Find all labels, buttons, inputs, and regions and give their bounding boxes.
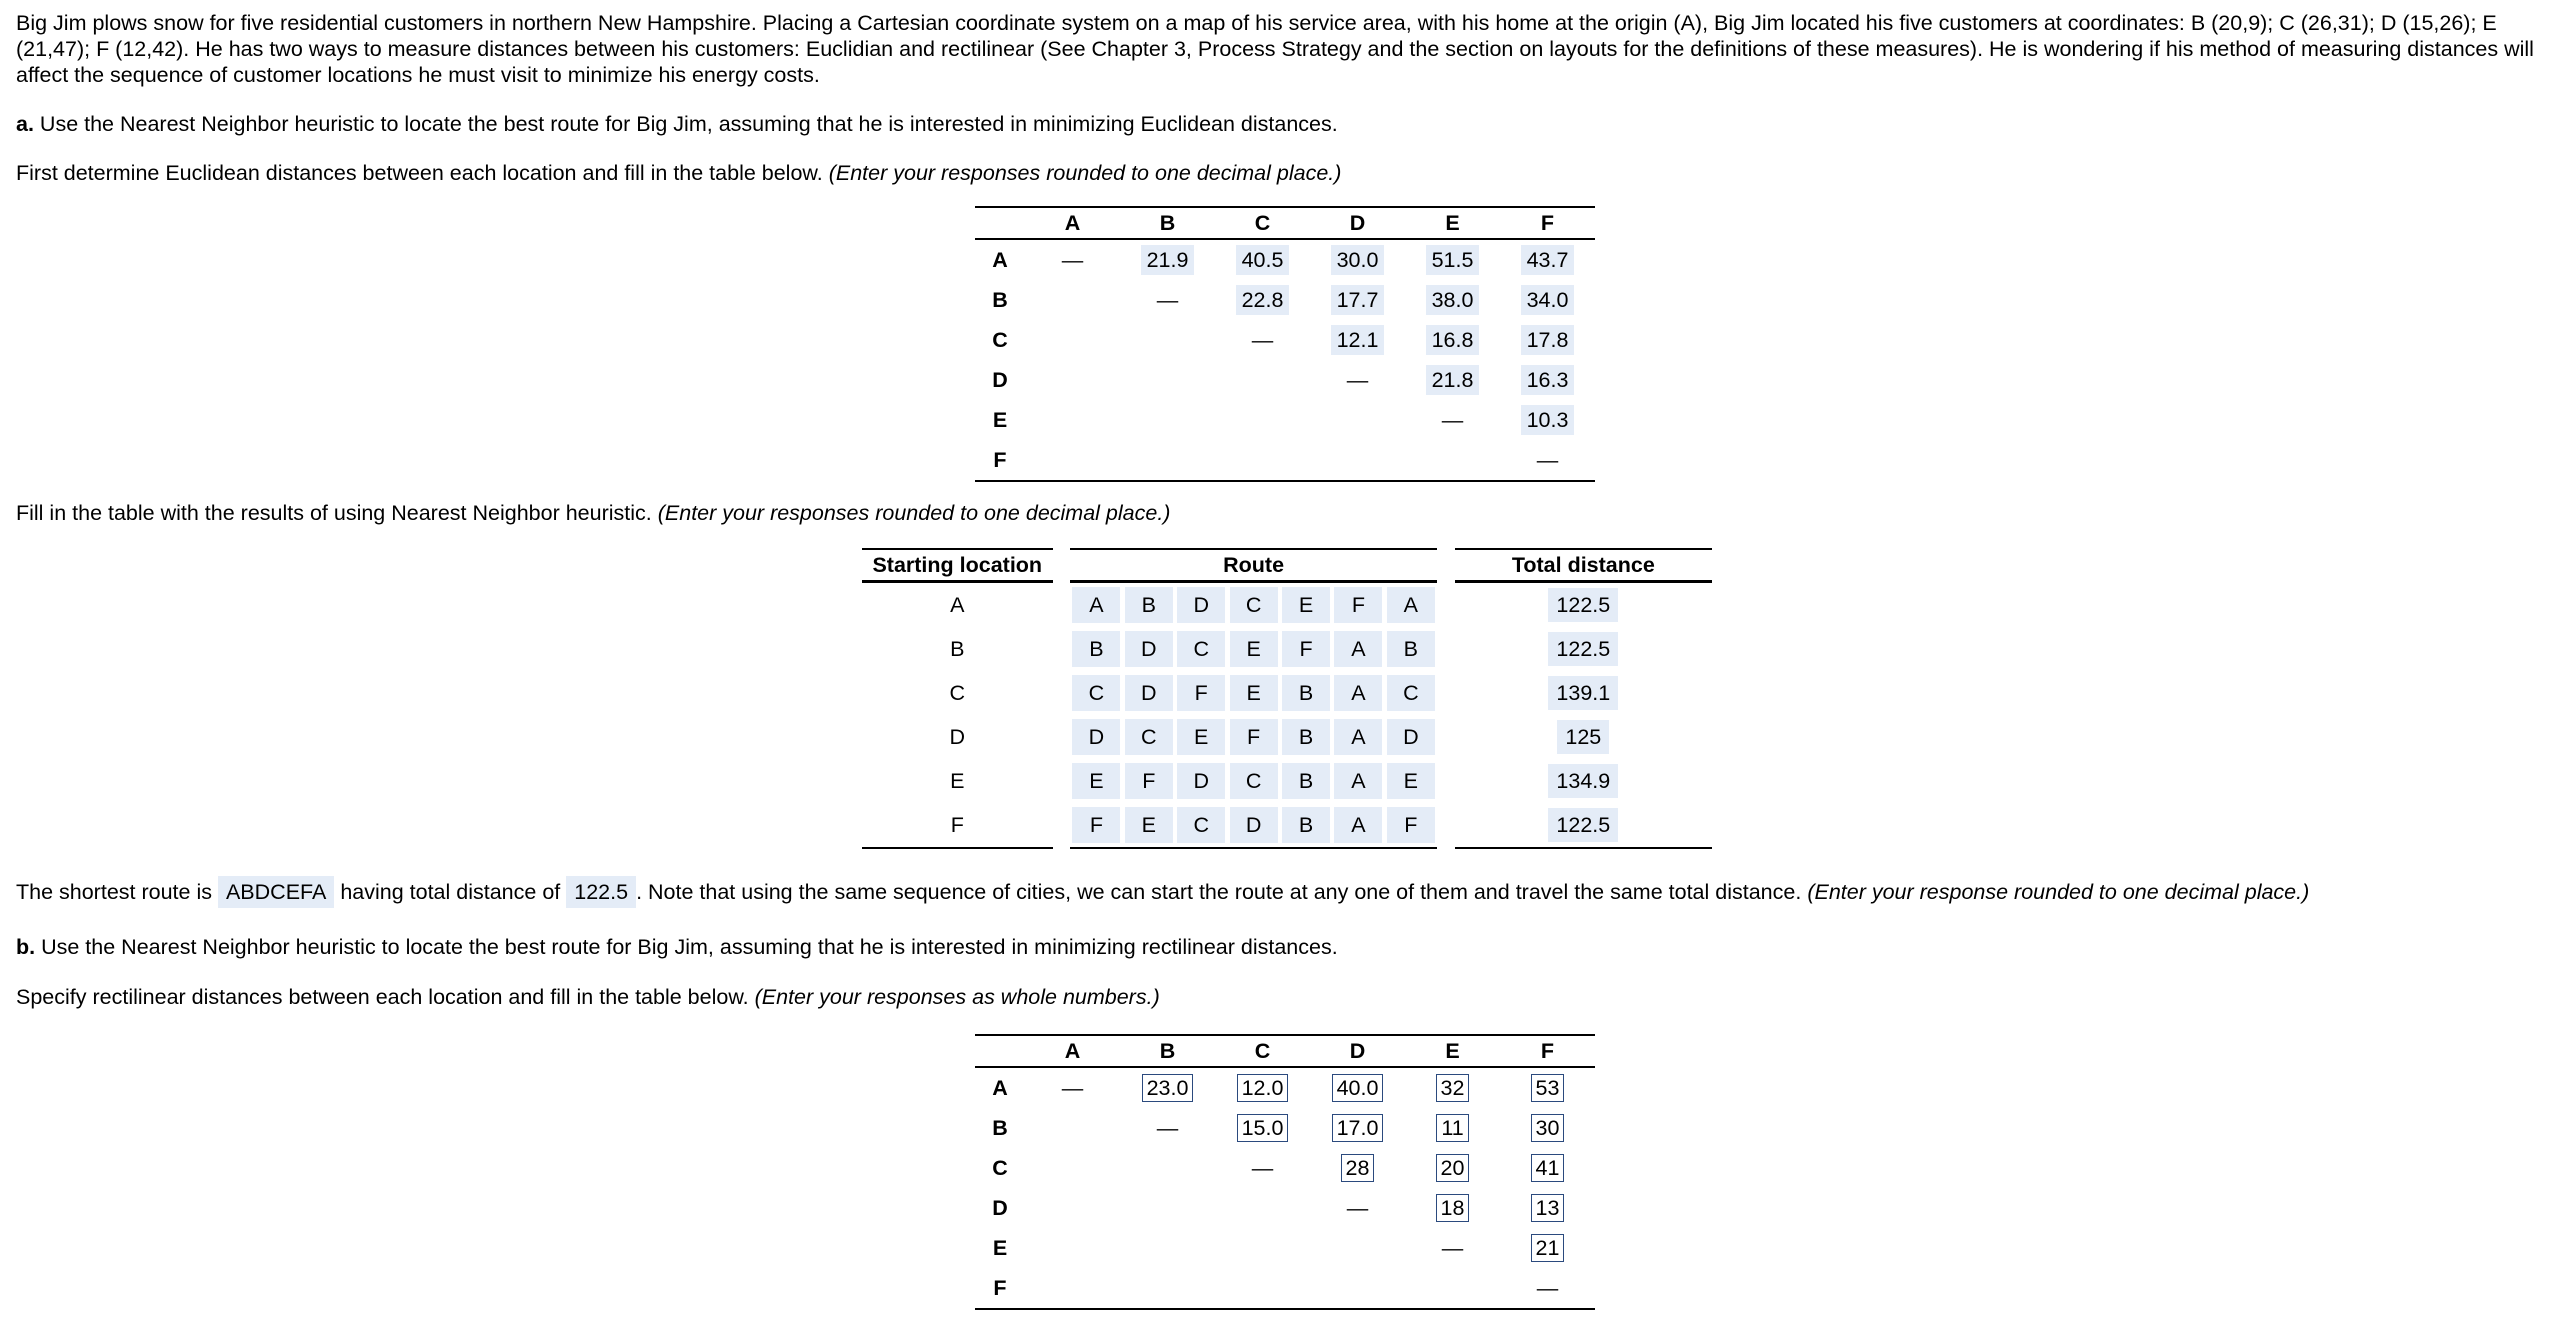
rect-instruction-note: (Enter your responses as whole numbers.): [754, 985, 1160, 1009]
distance-value[interactable]: 10.3: [1521, 405, 1575, 435]
corner-cell: [975, 1035, 1025, 1067]
route-stop[interactable]: D: [1177, 587, 1225, 623]
row-header-a: A: [992, 247, 1008, 272]
nn-instruction-text: Fill in the table with the results of using Nearest Neighbor heuristic.: [16, 501, 652, 525]
distance-value[interactable]: 21.8: [1426, 365, 1480, 395]
part-a-instruction: [16, 160, 1341, 186]
col-header-e: E: [1405, 207, 1500, 239]
problem-intro: Big Jim plows snow for five residential customers in northern New Hampshire. Placing a Cartesian coordinate system on a map of his service area, with his home at the origin (A), Big Jim located his five customers at coordinates: B (20,9); C (26,31); D (15,26); E (21,47); F (12,42). He has two ways to measure distances between his customers: Euclidian and rectilinear (See Chapter 3, Process Strategy and the section on layouts for the definitions of these measures). He is wondering if his method of measuring distances will affect the sequence of customer locations he must visit to minimize his energy costs.: [16, 11, 2534, 87]
distance-input[interactable]: 40.0: [1332, 1074, 1384, 1102]
table-row: [975, 1188, 1595, 1228]
table-row: [975, 280, 1595, 320]
distance-value[interactable]: 17.7: [1331, 285, 1385, 315]
row-header-a: A: [992, 1075, 1008, 1100]
shortest-suffix: . Note that using the same sequence of cities, we can start the route at any one of them and travel the same total distance.: [636, 880, 1802, 904]
route-stop[interactable]: D: [1177, 763, 1225, 799]
diagonal-dash: —: [1536, 447, 1559, 472]
distance-input[interactable]: 53: [1531, 1074, 1565, 1102]
table-row: [975, 320, 1595, 360]
part-b-question: [16, 934, 1338, 960]
shortest-route-answer[interactable]: ABDCEFA: [218, 876, 334, 908]
route-total[interactable]: 125: [1557, 720, 1609, 754]
distance-value[interactable]: 16.8: [1426, 325, 1480, 355]
diagonal-dash: —: [1061, 1075, 1084, 1100]
diagonal-dash: —: [1346, 1195, 1369, 1220]
row-header-c: C: [992, 1155, 1008, 1180]
table-row: [975, 1148, 1595, 1188]
rectilinear-distance-table: [975, 1034, 1595, 1310]
table-row: [975, 239, 1595, 280]
distance-input[interactable]: 20: [1436, 1154, 1470, 1182]
table-row: [862, 582, 1712, 628]
distance-input[interactable]: 28: [1341, 1154, 1375, 1182]
starting-location-header: Starting location: [862, 549, 1053, 582]
corner-cell: [975, 207, 1025, 239]
distance-value[interactable]: 34.0: [1521, 285, 1575, 315]
route-stop[interactable]: E: [1230, 675, 1278, 711]
route-stop[interactable]: F: [1230, 719, 1278, 755]
start-location: B: [950, 636, 965, 661]
euclid-instruction-text: First determine Euclidean distances between each location and fill in the table below.: [16, 161, 823, 185]
distance-input[interactable]: 18: [1436, 1194, 1470, 1222]
route-stop[interactable]: E: [1177, 719, 1225, 755]
distance-input[interactable]: 23.0: [1142, 1074, 1194, 1102]
col-header-a: A: [1025, 207, 1120, 239]
route-stop[interactable]: D: [1125, 675, 1173, 711]
route-header: Route: [1070, 549, 1437, 582]
route-stop[interactable]: E: [1072, 763, 1120, 799]
row-header-e: E: [992, 1235, 1008, 1260]
col-header-d: D: [1310, 1035, 1405, 1067]
route-stop[interactable]: F: [1282, 631, 1330, 667]
shortest-distance-answer[interactable]: 122.5: [566, 876, 636, 908]
row-header-f: F: [975, 440, 1025, 481]
table-row: [975, 440, 1595, 481]
route-stop[interactable]: C: [1177, 807, 1225, 843]
route-stop[interactable]: D: [1125, 631, 1173, 667]
distance-value[interactable]: 30.0: [1331, 245, 1385, 275]
shortest-middle: having total distance of: [340, 880, 561, 904]
nn-instruction-note: (Enter your responses rounded to one decimal place.): [657, 501, 1171, 525]
col-header-a: A: [1025, 1035, 1120, 1067]
route-stop[interactable]: D: [1230, 807, 1278, 843]
nearest-neighbor-route-table: [862, 548, 1712, 849]
route-stop[interactable]: C: [1072, 675, 1120, 711]
route-stop[interactable]: B: [1282, 719, 1330, 755]
route-stop[interactable]: E: [1230, 631, 1278, 667]
route-stop[interactable]: E: [1387, 763, 1435, 799]
route-stop[interactable]: B: [1282, 807, 1330, 843]
table-row: [975, 400, 1595, 440]
table-row: [862, 671, 1712, 715]
part-b-label: b.: [16, 935, 36, 959]
route-stop[interactable]: D: [1387, 719, 1435, 755]
route-stop[interactable]: A: [1072, 587, 1120, 623]
start-location: C: [949, 680, 966, 705]
part-b-text: Use the Nearest Neighbor heuristic to locate the best route for Big Jim, assuming that he is interested in minimizing rectilinear distances.: [41, 935, 1338, 959]
distance-input[interactable]: 12.0: [1237, 1074, 1289, 1102]
route-stop[interactable]: B: [1125, 587, 1173, 623]
shortest-prefix: The shortest route is: [16, 880, 212, 904]
part-b-instruction: [16, 984, 1160, 1010]
part-a-label: a.: [16, 112, 34, 136]
distance-input[interactable]: 30: [1531, 1114, 1565, 1142]
route-total[interactable]: 122.5: [1548, 808, 1618, 842]
diagonal-dash: —: [1061, 247, 1084, 272]
distance-input[interactable]: 17.0: [1332, 1114, 1384, 1142]
distance-value[interactable]: 51.5: [1426, 245, 1480, 275]
route-stop[interactable]: C: [1230, 587, 1278, 623]
distance-value[interactable]: 17.8: [1521, 325, 1575, 355]
distance-input[interactable]: 21: [1531, 1234, 1565, 1262]
route-stop[interactable]: A: [1387, 587, 1435, 623]
row-header-d: D: [992, 1195, 1008, 1220]
col-header-f: F: [1500, 1035, 1595, 1067]
total-distance-header: Total distance: [1455, 549, 1712, 582]
diagonal-dash: —: [1156, 1115, 1179, 1140]
table-row: [975, 1067, 1595, 1108]
start-location: A: [950, 592, 965, 617]
row-header-b: B: [992, 287, 1008, 312]
route-stop[interactable]: A: [1334, 675, 1382, 711]
route-stop[interactable]: B: [1072, 631, 1120, 667]
distance-value[interactable]: 40.5: [1236, 245, 1290, 275]
route-stop[interactable]: A: [1334, 763, 1382, 799]
shortest-route-sentence: [16, 876, 2309, 908]
row-header-e: E: [992, 407, 1008, 432]
euclidean-distance-table: [975, 206, 1595, 482]
route-stop[interactable]: A: [1334, 807, 1382, 843]
route-stop[interactable]: F: [1072, 807, 1120, 843]
table-row: [975, 1108, 1595, 1148]
route-stop[interactable]: F: [1125, 763, 1173, 799]
table-row: [862, 759, 1712, 803]
euclid-instruction-note: (Enter your responses rounded to one decimal place.): [828, 161, 1342, 185]
route-stop[interactable]: B: [1282, 675, 1330, 711]
route-stop[interactable]: E: [1282, 587, 1330, 623]
route-total[interactable]: 134.9: [1548, 764, 1618, 798]
diagonal-dash: —: [1441, 1235, 1464, 1260]
col-header-f: F: [1500, 207, 1595, 239]
distance-input[interactable]: 11: [1436, 1114, 1468, 1142]
diagonal-dash: —: [1251, 1155, 1274, 1180]
rect-instruction-text: Specify rectilinear distances between each location and fill in the table below.: [16, 985, 749, 1009]
route-stop[interactable]: B: [1282, 763, 1330, 799]
distance-value[interactable]: 22.8: [1236, 285, 1290, 315]
route-stop[interactable]: D: [1072, 719, 1120, 755]
table-row: [862, 803, 1712, 848]
route-stop[interactable]: C: [1125, 719, 1173, 755]
route-stop[interactable]: C: [1230, 763, 1278, 799]
start-location: E: [950, 768, 965, 793]
distance-value[interactable]: 38.0: [1426, 285, 1480, 315]
route-stop[interactable]: F: [1387, 807, 1435, 843]
route-stop[interactable]: A: [1334, 719, 1382, 755]
route-stop[interactable]: B: [1387, 631, 1435, 667]
route-total[interactable]: 122.5: [1548, 632, 1618, 666]
col-header-c: C: [1215, 1035, 1310, 1067]
distance-input[interactable]: 13: [1531, 1194, 1565, 1222]
start-location: F: [862, 803, 1053, 848]
row-header-c: C: [992, 327, 1008, 352]
table-row: [975, 1268, 1595, 1309]
table-row: [862, 715, 1712, 759]
diagonal-dash: —: [1156, 287, 1179, 312]
part-a-question: [16, 111, 1338, 137]
row-header-d: D: [992, 367, 1008, 392]
col-header-e: E: [1405, 1035, 1500, 1067]
route-stop[interactable]: C: [1387, 675, 1435, 711]
nn-instruction: [16, 500, 1170, 526]
route-total[interactable]: 139.1: [1548, 676, 1618, 710]
distance-input[interactable]: 32: [1436, 1074, 1470, 1102]
shortest-note: (Enter your response rounded to one decimal place.): [1807, 880, 2310, 904]
row-header-f: F: [975, 1268, 1025, 1309]
route-stop[interactable]: F: [1177, 675, 1225, 711]
route-stop[interactable]: E: [1125, 807, 1173, 843]
route-stop[interactable]: C: [1177, 631, 1225, 667]
col-header-b: B: [1120, 207, 1215, 239]
col-header-b: B: [1120, 1035, 1215, 1067]
route-stop[interactable]: A: [1334, 631, 1382, 667]
diagonal-dash: —: [1251, 327, 1274, 352]
diagonal-dash: —: [1536, 1275, 1559, 1300]
table-row: [975, 1228, 1595, 1268]
distance-value[interactable]: 21.9: [1141, 245, 1195, 275]
part-a-text: Use the Nearest Neighbor heuristic to locate the best route for Big Jim, assuming that he is interested in minimizing Euclidean distances.: [39, 112, 1338, 136]
diagonal-dash: —: [1441, 407, 1464, 432]
distance-value[interactable]: 16.3: [1521, 365, 1575, 395]
route-stop[interactable]: F: [1334, 587, 1382, 623]
table-row: [862, 627, 1712, 671]
route-total[interactable]: 122.5: [1548, 588, 1618, 622]
distance-input[interactable]: 41: [1531, 1154, 1565, 1182]
table-row: [975, 360, 1595, 400]
row-header-b: B: [992, 1115, 1008, 1140]
col-header-d: D: [1310, 207, 1405, 239]
col-header-c: C: [1215, 207, 1310, 239]
distance-value[interactable]: 12.1: [1331, 325, 1385, 355]
distance-input[interactable]: 15.0: [1237, 1114, 1289, 1142]
diagonal-dash: —: [1346, 367, 1369, 392]
start-location: D: [949, 724, 966, 749]
distance-value[interactable]: 43.7: [1521, 245, 1575, 275]
